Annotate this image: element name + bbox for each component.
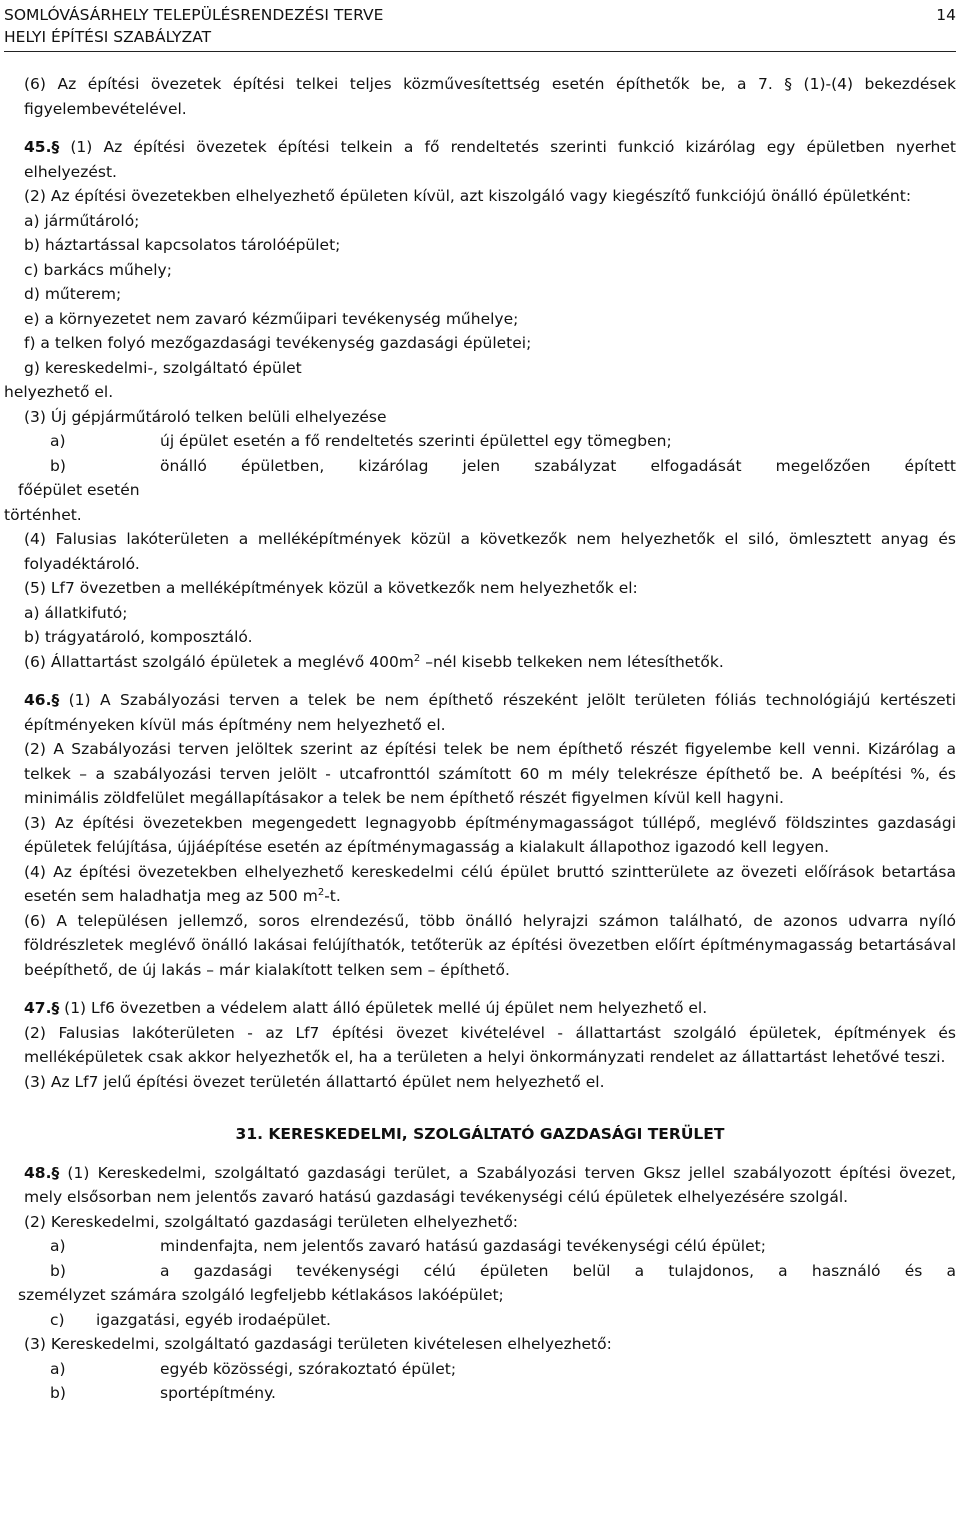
- list-45-2: [4, 209, 956, 381]
- list-item: f) a telken folyó mezőgazdasági tevékenység gazdasági épületei;: [24, 334, 532, 352]
- list-text: mindenfajta, nem jelentős zavaró hatású gazdasági tevékenységi célú épület;: [160, 1237, 766, 1255]
- header-title: SOMLÓVÁSÁRHELY TELEPÜLÉSRENDEZÉSI TERVE: [4, 6, 384, 24]
- list-item: [4, 1308, 956, 1333]
- list-item: g) kereskedelmi-, szolgáltató épület: [24, 358, 302, 377]
- paragraph-46-4: [4, 860, 956, 909]
- list-item: [4, 429, 956, 454]
- list-item: a) állatkifutó;: [24, 603, 128, 622]
- paragraph-45-6-text-end: –nél kisebb telkeken nem létesíthetők.: [420, 652, 724, 671]
- paragraph-46-2: (2) A Szabályozási terven jelöltek szerint az építési telek be nem építhető részét figyelembe kell venni. Kizárólag a telkek – a szabályozási terven jelölt - utcafronttól számított 60 m mély telekrésze építhető be. A beépítési %, és minimális zöldfelület megállapításakor a telek be nem építhető részét figyelmen kívül kell hagyni.: [24, 740, 956, 807]
- list-key: a): [50, 432, 66, 450]
- list-key: a): [50, 1359, 66, 1378]
- paragraph-47-1: [4, 996, 956, 1021]
- paragraph-46-1-text: (1) A Szabályozási terven a telek be nem építhető részeként jelölt területen fóliás technológiájú kertészeti építményeken kívül más építmény nem helyezhető el.: [24, 691, 956, 734]
- superscript: 2: [317, 886, 325, 898]
- list-item: c) barkács műhely;: [24, 260, 172, 279]
- paragraph-46-1: [4, 688, 956, 737]
- list-item: [4, 1234, 956, 1259]
- paragraph-45-2-tail: helyezhető el.: [4, 383, 114, 401]
- list-text: önálló épületben, kizárólag jelen szabályzat elfogadását megelőzően épített: [160, 456, 956, 475]
- list-key: b): [50, 1384, 66, 1402]
- paragraph-47-3: (3) Az Lf7 jelű építési övezet területén állattartó épület nem helyezhető el.: [24, 1072, 605, 1091]
- header-subtitle: HELYI ÉPÍTÉSI SZABÁLYZAT: [4, 28, 212, 46]
- paragraph-46-4-text-end: -t.: [324, 887, 341, 905]
- section-number-47: 47.§: [24, 999, 60, 1017]
- list-key: b): [50, 456, 66, 475]
- paragraph-48-1-text: (1) Kereskedelmi, szolgáltató gazdasági terület, a Szabályozási terven Gksz jellel szabályozott építési övezet, mely elsősorban nem jelentős zavaró hatású gazdasági tevékenységi célú épületek elhelyezésére szolgál.: [24, 1163, 956, 1206]
- paragraph-44-6: (6) Az építési övezetek építési telkei teljes közművesítettség esetén építhetők be, a 7. § (1)-(4) bekezdések figyelembevételével.: [24, 75, 956, 118]
- document-page: [4, 0, 956, 1406]
- list-text: egyéb közösségi, szórakoztató épület;: [160, 1359, 457, 1378]
- list-key: a): [50, 1237, 66, 1255]
- list-item: [4, 1357, 956, 1382]
- section-heading: 31. KERESKEDELMI, SZOLGÁLTATÓ GAZDASÁGI TERÜLET: [235, 1125, 725, 1143]
- paragraph-46-4-text: (4) Az építési övezetekben elhelyezhető kereskedelmi célú épület bruttó szintterülete az övezeti előírások betartása esetén sem haladhatja meg az 500 m: [24, 862, 956, 905]
- section-number-45: 45.§: [24, 138, 60, 156]
- header-rule: [4, 51, 956, 52]
- list-text: új épület esetén a fő rendeltetés szerinti épülettel egy tömegben;: [160, 432, 672, 450]
- paragraph-45-2: (2) Az építési övezetekben elhelyezhető épületen kívül, azt kiszolgáló vagy kiegészítő funkciójú önálló épületként:: [24, 187, 912, 205]
- paragraph-45-4: (4) Falusias lakóterületen a melléképítmények közül a következők nem helyezhetők el siló, ömlesztett anyag és folyadéktároló.: [24, 530, 956, 573]
- paragraph-47-1-text: (1) Lf6 övezetben a védelem alatt álló épületek mellé új épület nem helyezhető el.: [59, 999, 708, 1017]
- list-item: [4, 1259, 956, 1284]
- list-text: a gazdasági tevékenységi célú épületen belül a tulajdonos, a használó és a: [160, 1261, 956, 1280]
- paragraph-45-1: [4, 135, 956, 184]
- list-item: b) háztartással kapcsolatos tárolóépület;: [24, 236, 341, 254]
- list-text-continuation: személyzet számára szolgáló legfeljebb kétlakásos lakóépület;: [18, 1286, 504, 1304]
- list-item: e) a környezetet nem zavaró kézműipari tevékenység műhelye;: [24, 309, 519, 328]
- section-number-46: 46.§: [24, 691, 60, 709]
- section-number-48: 48.§: [24, 1163, 60, 1182]
- paragraph-46-6: (6) A településen jellemző, soros elrendezésű, több önálló helyrajzi számon található, de azonos udvarra nyíló földrészletek meglévő önálló lakásai felújíthatók, tetőterük az építési övezetben előírt építménymagasság betartásával beépíthető, de új lakás – már kialakított telken sem – építhető.: [24, 911, 956, 979]
- list-item: [4, 454, 956, 479]
- list-key: c): [50, 1310, 65, 1329]
- list-text: igazgatási, egyéb irodaépület.: [96, 1310, 331, 1329]
- list-item: b) trágyatároló, komposztáló.: [24, 628, 253, 646]
- paragraph-45-6: [4, 650, 956, 675]
- list-text: sportépítmény.: [160, 1384, 276, 1402]
- paragraph-48-2: (2) Kereskedelmi, szolgáltató gazdasági területen elhelyezhető:: [24, 1212, 519, 1231]
- page-number: 14: [936, 6, 956, 24]
- paragraph-47-2: (2) Falusias lakóterületen - az Lf7 építési övezet kivételével - állattartást szolgáló épületek, építmények és melléképületek csak akkor helyezhetők el, ha a területen a helyi önkormányzati rendelet az állattartást lehetővé teszi.: [24, 1023, 956, 1066]
- paragraph-45-5: (5) Lf7 övezetben a melléképítmények közül a következők nem helyezhetők el:: [24, 579, 638, 597]
- superscript: 2: [413, 652, 421, 664]
- paragraph-45-3-tail: történhet.: [4, 505, 82, 524]
- paragraph-45-3: (3) Új gépjárműtároló telken belüli elhelyezése: [24, 407, 387, 426]
- list-text-continuation: főépület esetén: [18, 481, 140, 499]
- list-item: [4, 1381, 956, 1406]
- list-item: a) járműtároló;: [24, 211, 140, 230]
- paragraph-48-1: [4, 1161, 956, 1210]
- paragraph-48-3: (3) Kereskedelmi, szolgáltató gazdasági területen kivételesen elhelyezhető:: [24, 1335, 612, 1353]
- list-item: d) műterem;: [24, 285, 122, 303]
- paragraph-45-6-text: (6) Állattartást szolgáló épületek a meglévő 400m: [24, 652, 414, 671]
- page-header: [4, 0, 956, 56]
- list-key: b): [50, 1261, 66, 1280]
- paragraph-45-1-text: (1) Az építési övezetek építési telkein a fő rendeltetés szerinti funkció kizárólag egy épületben nyerhet elhelyezést.: [24, 138, 956, 181]
- paragraph-46-3: (3) Az építési övezetekben megengedett legnagyobb építménymagasságot túllépő, meglévő földszintes gazdasági épületek felújítása, újjáépítése esetén az építménymagasság a kialakult állapothoz igazodó kell legyen.: [24, 813, 956, 856]
